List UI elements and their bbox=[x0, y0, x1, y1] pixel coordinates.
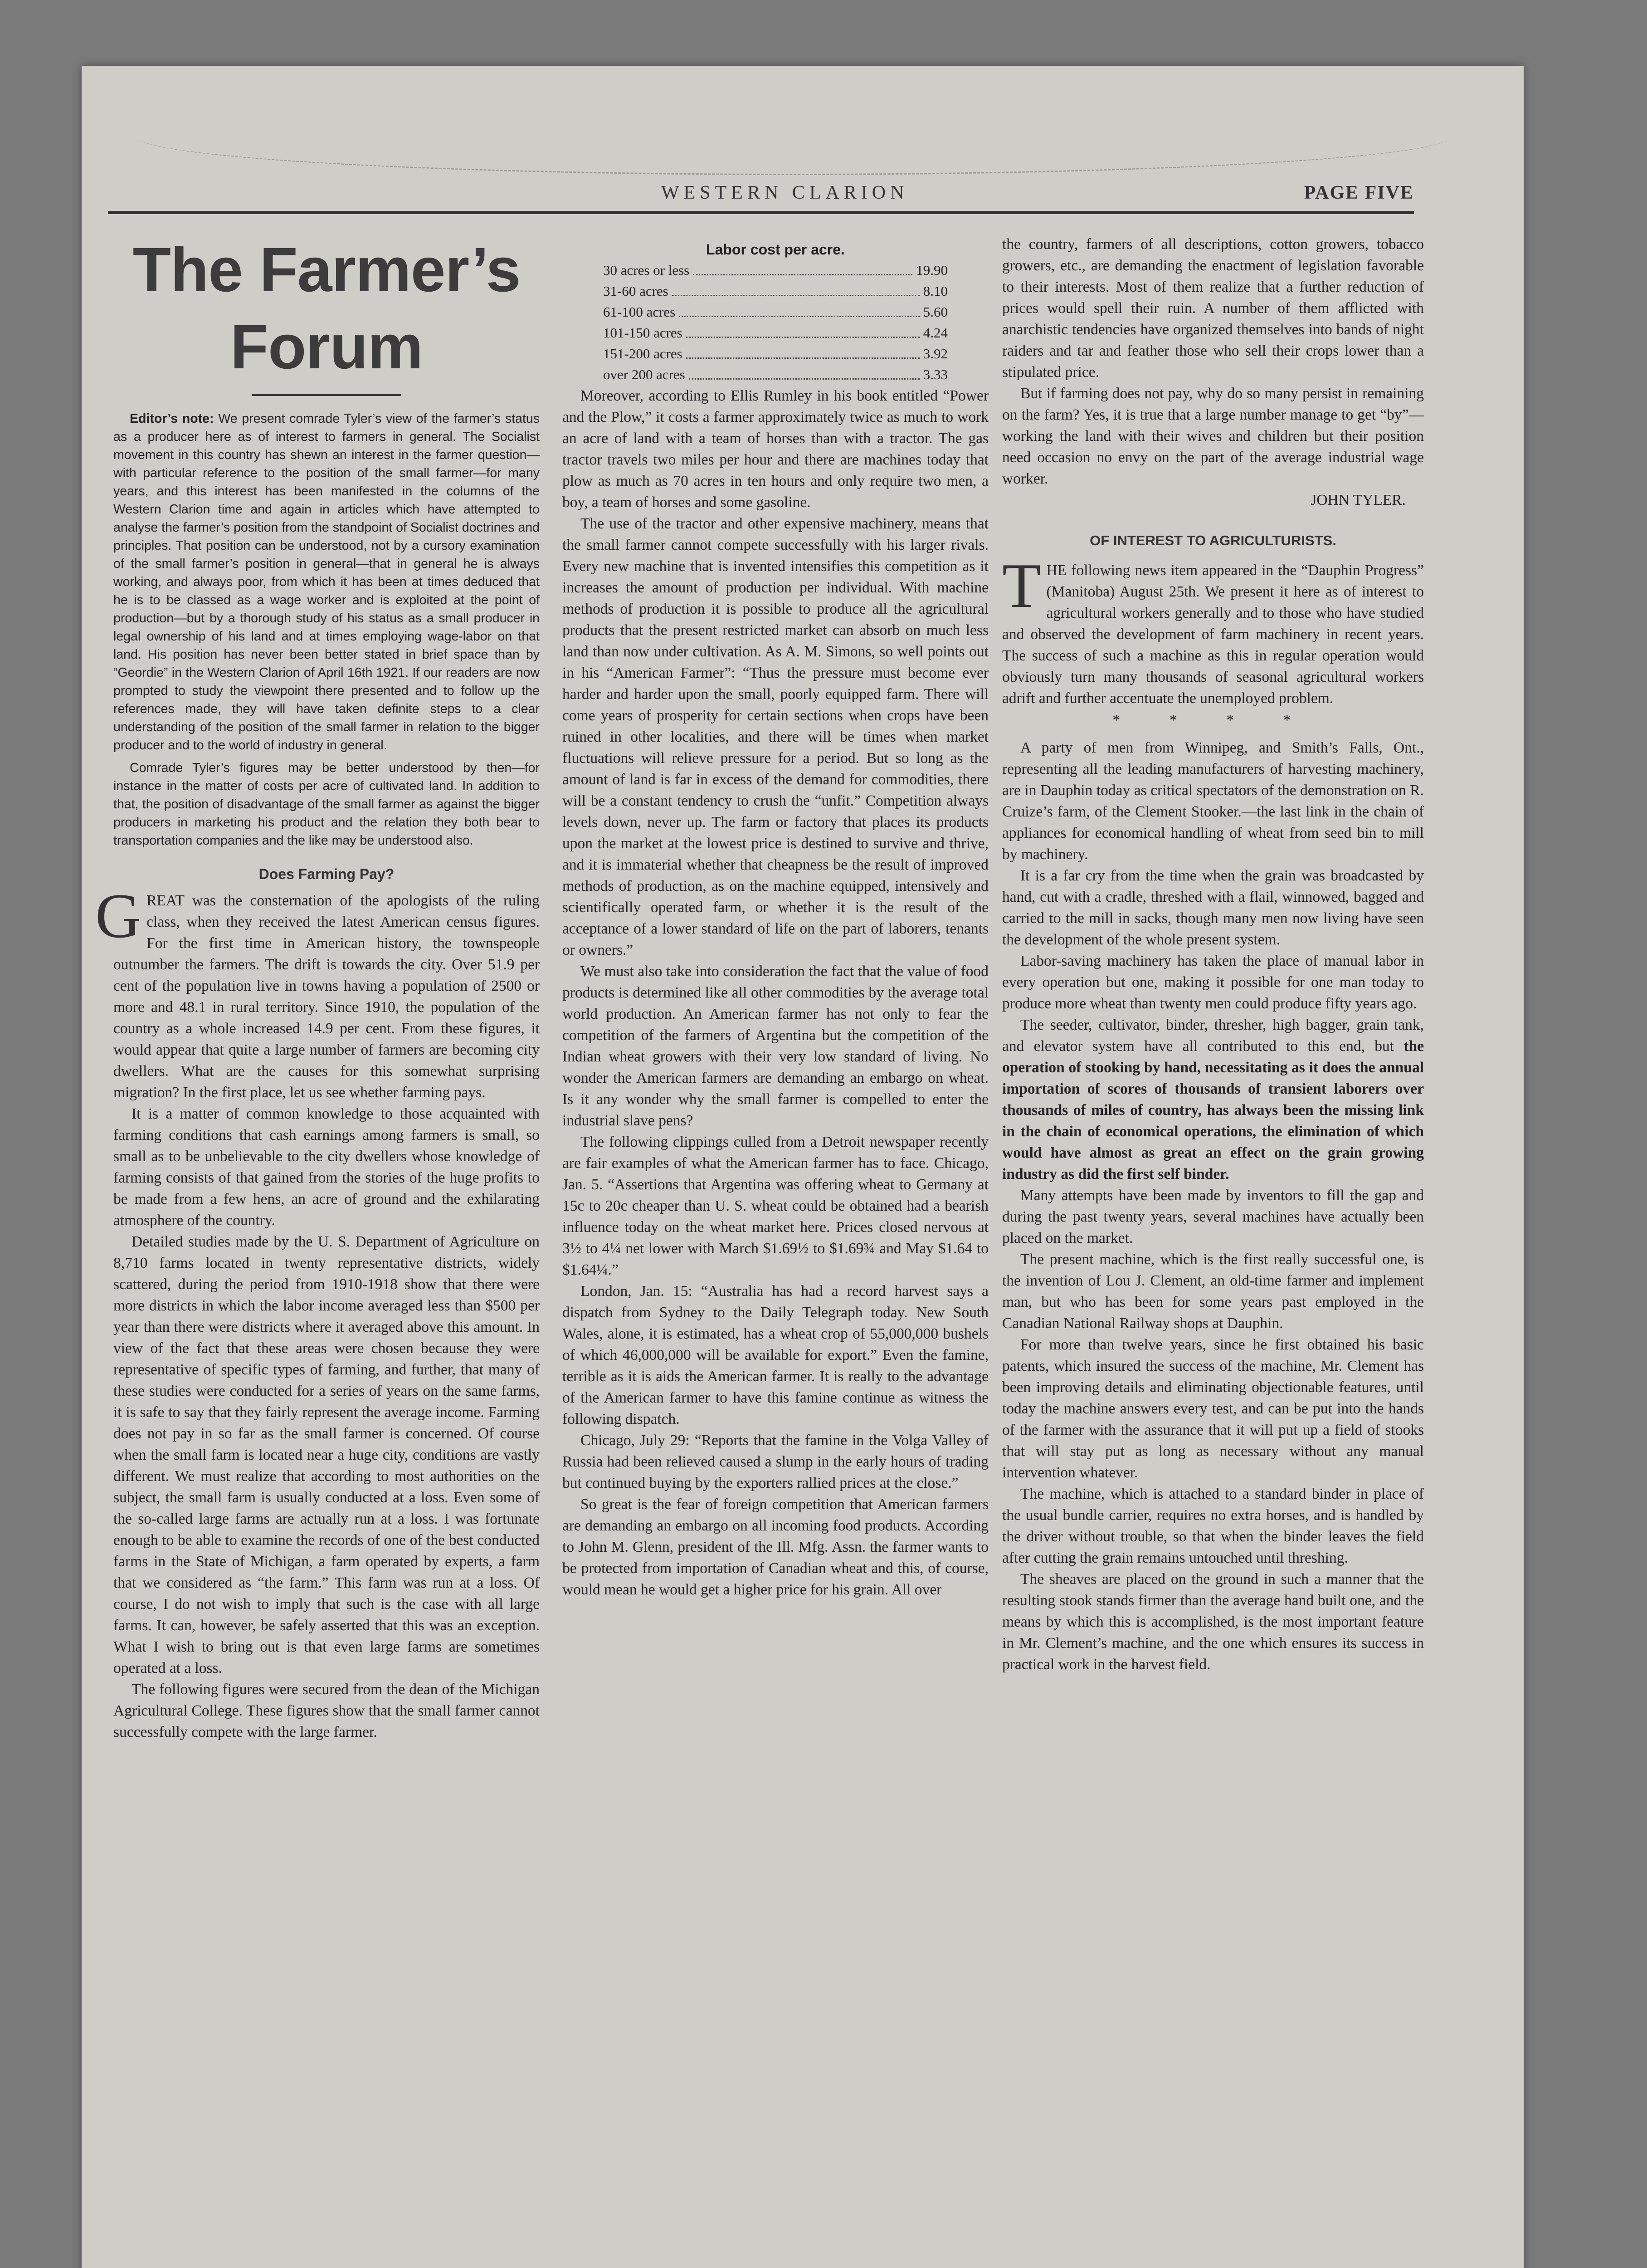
article2-paragraph: The machine, which is attached to a standard binder in place of the usual bundle carrier, requires no extra horses, and is handled by the driver without trouble, so that when the binder leaves the field after cutting the grain remains untouched until threshing. bbox=[1002, 1486, 1424, 1566]
article-paragraph: The use of the tractor and other expensive machinery, means that the small farmer cannot compete successfully with his larger rivals. Every new machine that is invented intensifies this competition as it increases the amount of production per individual. With machine methods of production it is possible to produce all the agricultural products that the present restricted market can absorb on much less land than now under cultivation. As A. M. Simons, so well points out in his “American Farmer”: “Thus the pressure must become ever harder and harder upon the small, poorly equipped farm. There will come years of prosperity for certain sections when crops have been ruined in other localities, and there will be times when market fluctuations will relieve pressure for a period. But so long as the amount of land is far in excess of the demand for commodities, there will be a constant tendency to crush the “unfit.” Competition always levels down, never up. The farm or factory that places its products upon the market at the lowest price is destined to survive and thrive, and it is immaterial whether that cheapness be the result of improved methods of production, as on the machine equipped, intensively and scientifically operated farm, or whether it is the result of the acceptance of a lower standard of life on the part of laborers, tenants or owners.” bbox=[562, 515, 989, 958]
newspaper-page bbox=[82, 66, 1524, 2268]
editors-note bbox=[113, 410, 540, 754]
running-header bbox=[108, 179, 1414, 214]
leader-dots bbox=[672, 281, 920, 296]
table-row-value: 4.24 bbox=[923, 325, 948, 341]
editors-note-label: Editor’s note: bbox=[130, 411, 214, 426]
author-signature: JOHN TYLER. bbox=[1311, 492, 1406, 508]
labor-cost-table bbox=[603, 260, 948, 385]
bold-passage: the operation of stooking by hand, necessitating as it does the annual importation of scores of thousands of transient laborers over thousands of miles of country, has always been the missing link in the chain of economical operations, the elimination of which would have almost as great an effect on the grain growing industry as did the first self binder. bbox=[1002, 1038, 1424, 1183]
article-heading: Does Farming Pay? bbox=[258, 866, 395, 882]
article-paragraph: It is a matter of common knowledge to those acquainted with farming conditions that cash earnings among farmers is small, so small as to be unbelievable to the city dwellers whose knowledge of farming consists of that gained from the stories of the huge profits to be made from a few hens, an acre of ground and the exhilarating atmosphere of the country. bbox=[113, 1105, 540, 1229]
table-row-label: 30 acres or less bbox=[603, 262, 690, 278]
article2-paragraph: For more than twelve years, since he first obtained his basic patents, which insured the success of the machine, Mr. Clement has been improving details and eliminating objectionable features, until today the machine answers every test, and can be put into the hands of the farmer with the assurance that it will put up a field of stooks that will stay put as long as necessary without any manual intervention whatever. bbox=[1002, 1336, 1424, 1481]
leader-dots bbox=[693, 260, 912, 275]
table-row-label: 151-200 acres bbox=[603, 346, 682, 362]
column-2 bbox=[562, 222, 989, 1600]
table-row-label: 61-100 acres bbox=[603, 304, 676, 320]
article-paragraph: the country, farmers of all descriptions, cotton growers, tobacco growers, etc., are demanding the enactment of legislation favorable to their interests. Most of them realize that a further reduction of prices would spell their ruin. A number of them afflicted with anarchistic tendencies have organized themselves into bands of night raiders and tar and feather those who sell their crops lower than a stipulated price. bbox=[1002, 236, 1424, 381]
article-paragraph: The following clippings culled from a Detroit newspaper recently are fair examples of what the American farmer has to face. Chicago, Jan. 5. “Assertions that Argentina was offering wheat to Germany at 15c to 20c cheaper than U. S. wheat could be obtained had a bearish influence today on the wheat market here. Prices closed nervous at 3½ to 4¼ net lower with March $1.69½ to $1.69¾ and May $1.64 to $1.64¼.” bbox=[562, 1134, 989, 1278]
column-3 bbox=[1002, 234, 1424, 1675]
fold-crease bbox=[136, 78, 1451, 175]
article2-heading: OF INTEREST TO AGRICULTURISTS. bbox=[1090, 533, 1336, 548]
table-row-value: 3.92 bbox=[923, 346, 948, 362]
article-paragraph: But if farming does not pay, why do so many persist in remaining on the farm? Yes, it is true that a large number manage to get “by”—working the land with their wives and children but their position need occasion no envy on the part of the average industrial wage worker. bbox=[1002, 385, 1424, 487]
article2-paragraph-text: HE following news item appeared in the “Dauphin Progress” (Manitoba) August 25th. We present it here as of interest to agricultural workers generally and to those who have studied and observed the development of farm machinery in recent years. The success of such a machine as this in regular operation would obviously turn many thousands of seasonal agricultural workers adrift and further accentuate the unemployed problem. bbox=[1002, 562, 1424, 707]
section-stars: * * * * bbox=[1112, 712, 1314, 728]
drop-cap: G bbox=[95, 881, 141, 951]
article2-paragraph: The present machine, which is the first really successful one, is the invention of Lou J. Clement, an old-time farmer and implement man, but who has been for some years past employed in the Canadian National Railway shops at Dauphin. bbox=[1002, 1251, 1424, 1332]
editors-note-text: We present comrade Tyler’s view of the farmer’s status as a producer here as of interest to farmers in general. The Socialist movement in this country has shewn an interest in the farmer question—with particular reference to the position of the small farmer—for many years, and this interest has been manifested in the columns of the Western Clarion time and again in articles which have attempted to analyse the farmer’s position from the standpoint of Socialist doctrines and principles. That position can be understood, not by a cursory examination of the small farmer’s position in general—that in general he is always working, and always poor, from which it has been at times deduced that he is to be classed as a wage worker and is exploited at the point of production—but by a thorough study of his status as a small producer in legal ownership of his land and at times employing wage-labor on that land. His position has never been better stated in brief space than by “Geordie” in the Western Clarion of April 16th 1921. If our readers are now prompted to study the viewpoint there presented and to follow up the references made, they will have taken definite steps to a clear understanding of the position of the small farmer in relation to the bigger producer and to the world of industry in general. bbox=[113, 411, 540, 753]
page-number: PAGE FIVE bbox=[1304, 182, 1414, 203]
page-title: The Farmer’s Forum bbox=[132, 235, 521, 382]
article-paragraph bbox=[95, 881, 540, 1103]
article2-paragraph: A party of men from Winnipeg, and Smith’s Falls, Ont., representing all the leading manufacturers of harvesting machinery, are in Dauphin today as critical spectators of the demonstration on R. Cruize’s farm, of the Clement Stooker.—the last link in the chain of appliances for economical handling of wheat from seed bin to mill by machinery. bbox=[1002, 739, 1424, 863]
article-paragraph: We must also take into consideration the fact that the value of food products is determined like all other commodities by the average total world production. An American farmer has not only to fear the competition of the farmers of Argentina but the competition of the Indian wheat growers with their very low standard of living. No wonder the American farmers are demanding an embargo on wheat. Is it any wonder why the small farmer is compelled to enter the industrial slave pens? bbox=[562, 963, 989, 1129]
table-row bbox=[603, 281, 948, 302]
table-row-value: 8.10 bbox=[923, 283, 948, 299]
table-row bbox=[603, 302, 948, 323]
article2-paragraph bbox=[1002, 551, 1424, 709]
paper-name: WESTERN CLARION bbox=[661, 182, 909, 203]
leader-dots bbox=[679, 302, 920, 317]
article-paragraph: Moreover, according to Ellis Rumley in his book entitled “Power and the Plow,” it costs a farmer approximately twice as much to work an acre of land with a team of horses than with a tractor. The gas tractor travels two miles per hour and there are machines today that plow as much as 70 acres in ten hours and only require two men, a boy, a team of horses and some gasoline. bbox=[562, 387, 989, 511]
table-row bbox=[603, 343, 948, 364]
table-row-label: 101-150 acres bbox=[603, 325, 682, 341]
table-title: Labor cost per acre. bbox=[706, 241, 845, 258]
table-row bbox=[603, 364, 948, 385]
table-row-value: 19.90 bbox=[916, 262, 948, 278]
article-paragraph: So great is the fear of foreign competition that American farmers are demanding an embargo on all incoming food products. According to John M. Glenn, president of the Ill. Mfg. Assn. the farmer wants to be protected from importation of Canadian wheat and this, of course, would mean he would get a higher price for his grain. All over bbox=[562, 1496, 989, 1598]
article2-paragraph: Labor-saving machinery has taken the place of manual labor in every operation but one, making it possible for one man today to produce more wheat than twenty men could produce fifty years ago. bbox=[1002, 953, 1424, 1012]
table-row-label: 31-60 acres bbox=[603, 283, 668, 299]
leader-dots bbox=[689, 364, 920, 380]
drop-cap: T bbox=[1002, 551, 1041, 621]
article2-paragraph: The sheaves are placed on the ground in such a manner that the resulting stook stands firmer than the average hand built one, and the means by which this is accomplished, is the most important feature in Mr. Clement’s machine, and the one which ensures its success in practical work in the harvest field. bbox=[1002, 1571, 1424, 1673]
article-paragraph: The following figures were secured from the dean of the Michigan Agricultural College. These figures show that the small farmer cannot successfully compete with the large farmer. bbox=[113, 1681, 540, 1740]
leader-dots bbox=[686, 323, 920, 338]
seeder-text: The seeder, cultivator, binder, thresher, high bagger, grain tank, and elevator system have all contributed to this end, but bbox=[1002, 1017, 1424, 1055]
article-paragraph: Detailed studies made by the U. S. Department of Agriculture on 8,710 farms located in twenty representative districts, widely scattered, during the period from 1910-1918 show that there were more districts in which the labor income averaged less than $500 per year than there were districts where it averaged above this amount. In view of the fact that these areas were chosen because they were representative of specific types of farming, and further, that many of these studies were conducted for a series of years on the same farms, it is safe to say that they fairly represent the average income. Farming does not pay in so far as the small farmer is concerned. Of course when the small farm is located near a huge city, conditions are vastly different. We must realize that according to most authorities on the subject, the small farm is usually conducted at a loss. Even some of the so-called large farms are actually run at a loss. I was fortunate enough to be able to examine the records of one of the best conducted farms in the State of Michigan, a farm operated by experts, a farm that we considered as “the farm.” This farm was run at a loss. Of course, I do not wish to imply that such is the case with all large farms. It can, however, be safely asserted that this was an exception. What I wish to bring out is that even large farms are sometimes operated at a loss. bbox=[113, 1233, 540, 1677]
leader-dots bbox=[686, 343, 920, 359]
table-row bbox=[603, 323, 948, 343]
editors-note-2: Comrade Tyler’s figures may be better understood by then—for instance in the matter of costs per acre of cultivated land. In addition to that, the position of disadvantage of the small farmer as against the bigger producers in marketing his product and the relation they both bear to transportation companies and the like may be understood also. bbox=[113, 761, 540, 848]
table-row-value: 3.33 bbox=[923, 367, 948, 382]
article2-paragraph: Many attempts have been made by inventors to fill the gap and during the past twenty years, several machines have actually been placed on the market. bbox=[1002, 1187, 1424, 1246]
article-paragraph: London, Jan. 15: “Australia has had a record harvest says a dispatch from Sydney to the Daily Telegraph today. New South Wales, alone, it is estimated, has a wheat crop of 55,000,000 bushels of which 46,000,000 will be available for export.” Even the famine, terrible as it is aids the American farmer. It is really to the advantage of the American farmer to have this famine continue as witness the following dispatch. bbox=[562, 1283, 989, 1427]
title-rule bbox=[252, 394, 401, 396]
table-row-value: 5.60 bbox=[923, 304, 948, 320]
table-row-label: over 200 acres bbox=[603, 367, 685, 382]
article-paragraph: Chicago, July 29: “Reports that the famine in the Volga Valley of Russia had been relieved caused a slump in the early hours of trading but continued buying by the exporters rallied prices at the close.” bbox=[562, 1432, 989, 1491]
table-row bbox=[603, 260, 948, 281]
column-1 bbox=[95, 222, 540, 1743]
article-paragraph-text: REAT was the consternation of the apologists of the ruling class, when they received the latest American census figures. For the first time in American history, the townspeople outnumber the farmers. The drift is towards the city. Over 51.9 per cent of the population live in towns having a population of 2500 or more and 48.1 in rural territory. Since 1910, the population of the country as a whole increased 14.9 per cent. From these figures, it would appear that quite a large number of farmers are becoming city dwellers. What are the causes for this somewhat surprising migration? In the first place, let us see whether farming pays. bbox=[113, 892, 540, 1101]
article2-paragraph bbox=[1002, 1014, 1424, 1185]
article2-paragraph: It is a far cry from the time when the grain was broadcasted by hand, cut with a cradle, threshed with a flail, winnowed, bagged and carried to the mill in sacks, though many men now living have seen the development of the whole present system. bbox=[1002, 867, 1424, 948]
